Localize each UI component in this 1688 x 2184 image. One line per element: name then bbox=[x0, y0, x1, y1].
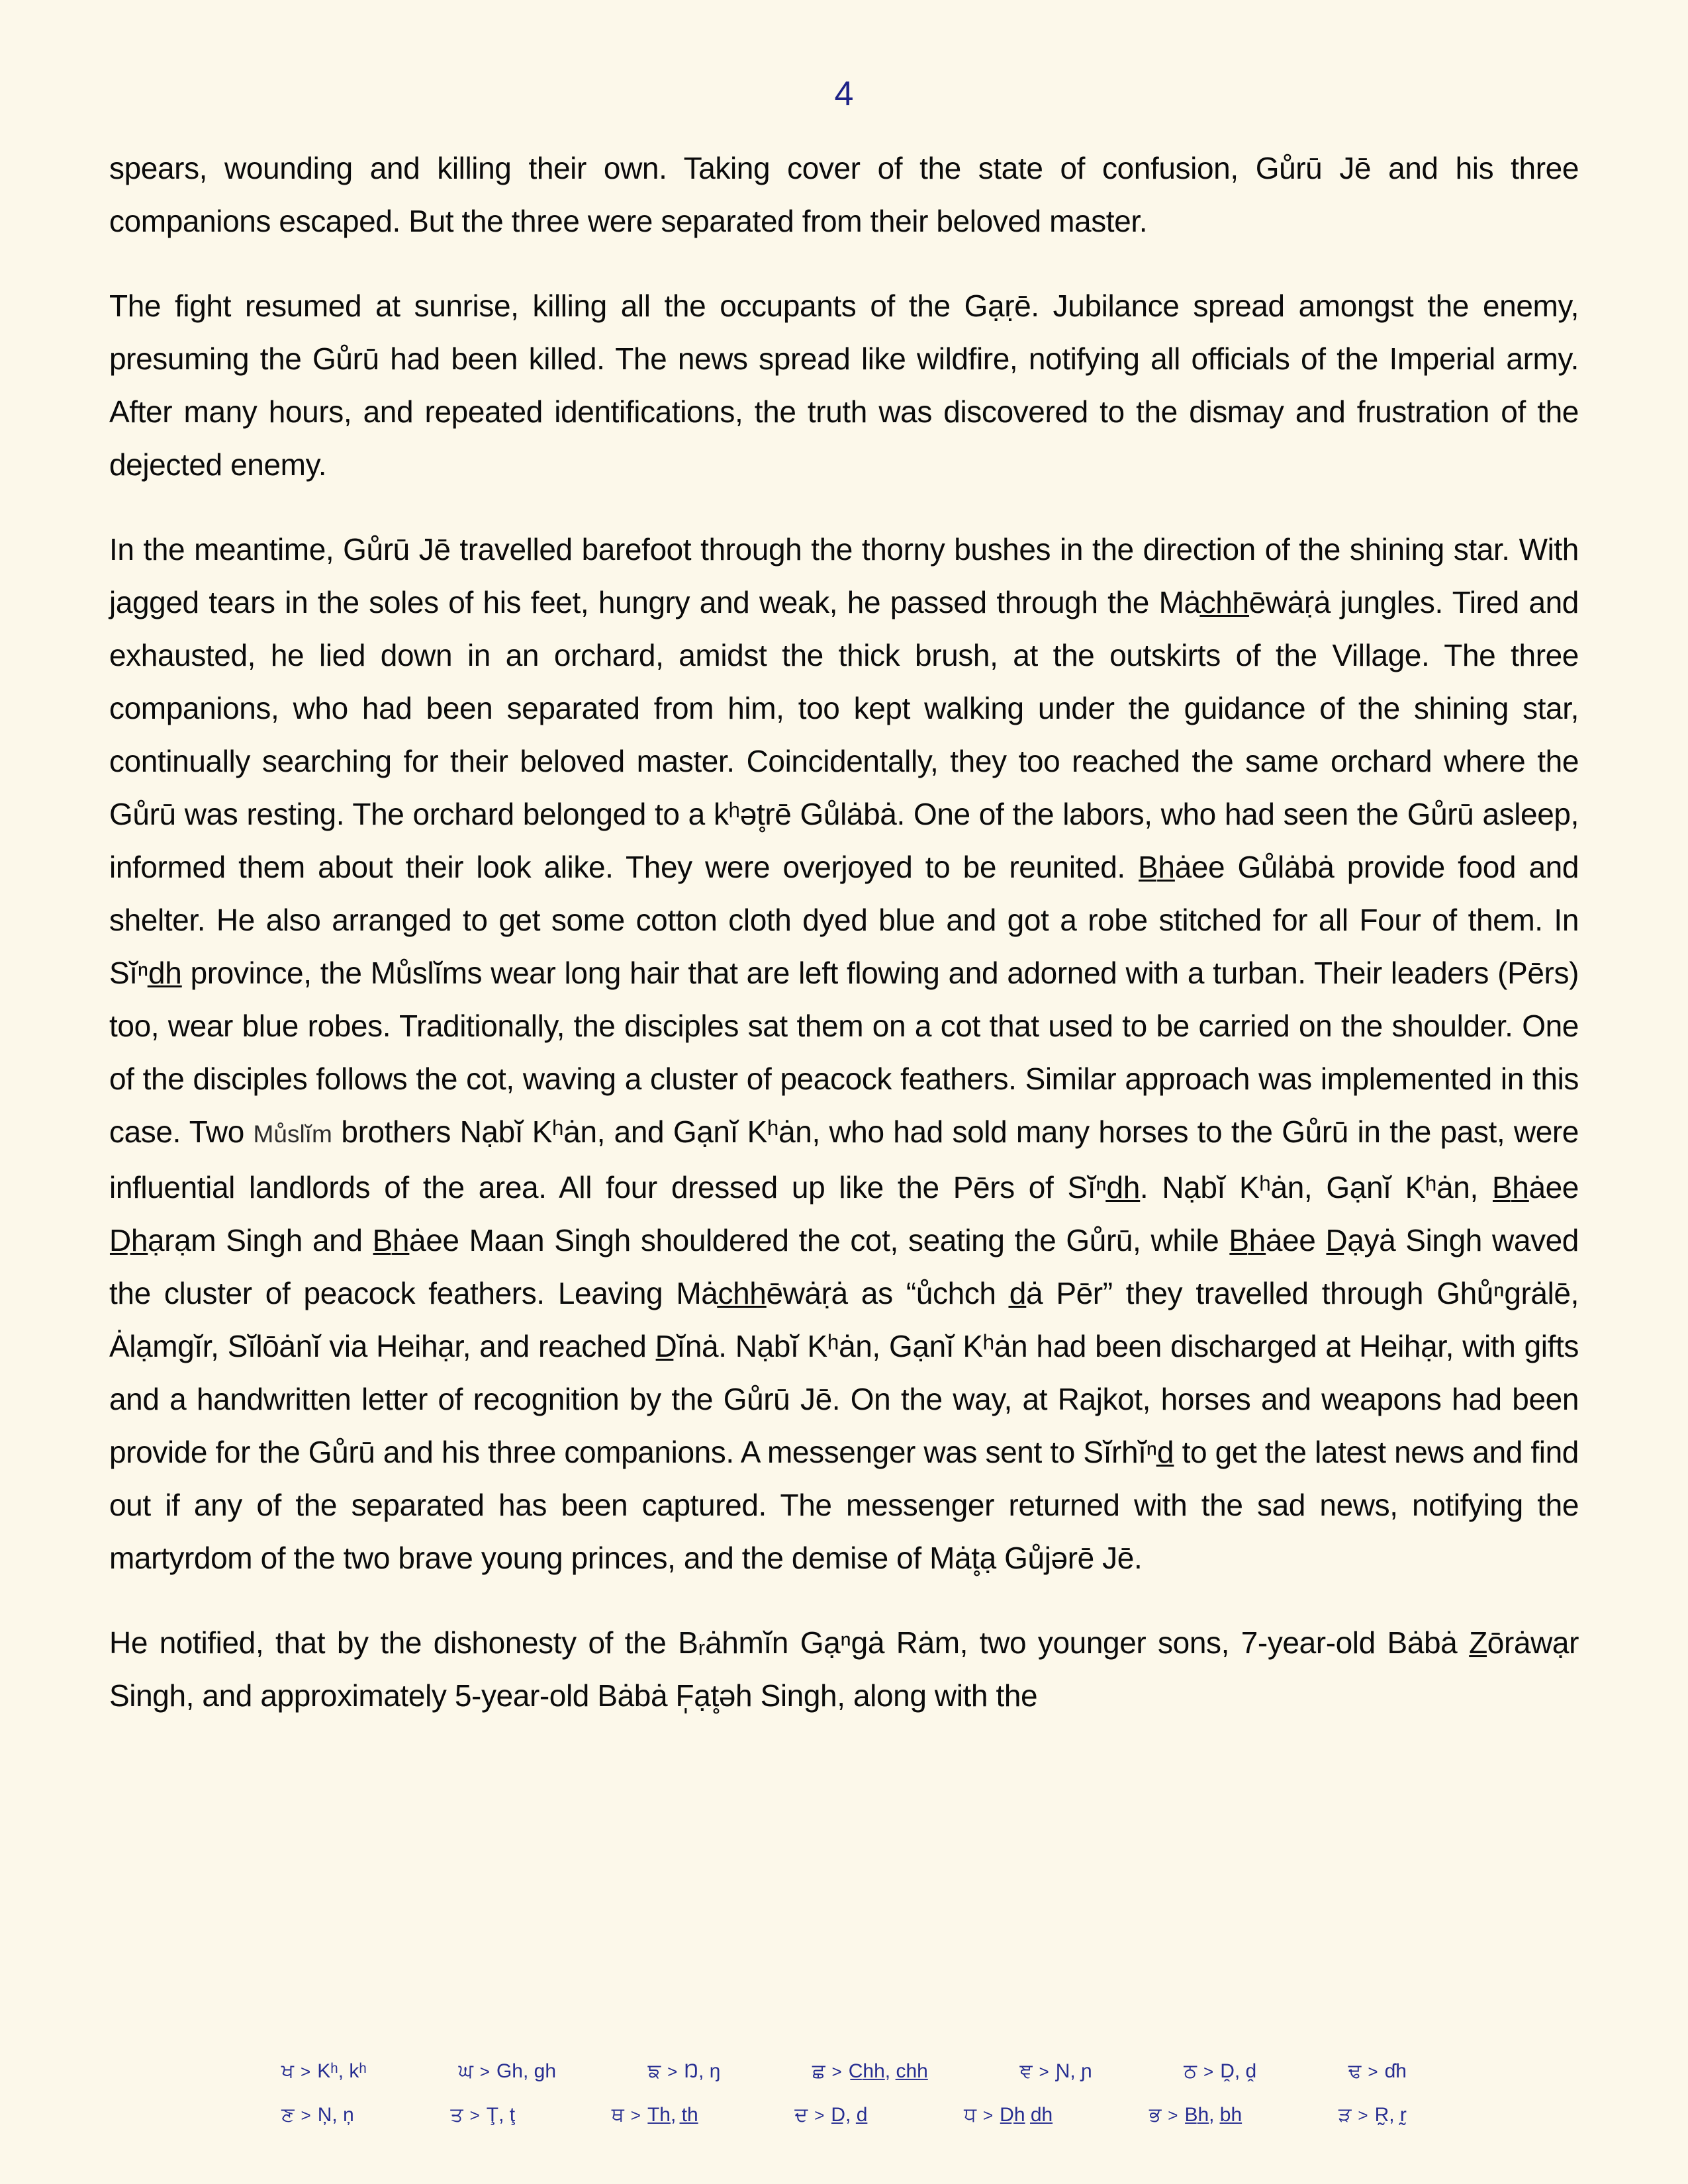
gurmukhi-letter: ਖ bbox=[281, 2060, 295, 2082]
legend-entry bbox=[450, 2102, 515, 2128]
latin-transliteration: D̲, d̲ bbox=[831, 2104, 868, 2126]
paragraph-3-part-a: In the meantime, Gůrū Jē travelled barefoot through the thorny bushes in the direction of the shining star. With jagged tears in the soles of his feet, hungry and weak, he passed through the Mȧc̲h̲h̲ēwȧṛȧ jungles. Tired and exhausted, he lied down in an orchard, amidst the thick brush, at the outskirts of the Village. The three companions, who had been separated from him, too kept walking under the guidance of the shining star, continually searching for their beloved master. Coincidentally, they too reached the same orchard where the Gůrū was resting. The orchard belonged to a kʰət̥rē Gůlȧbȧ. One of the labors, who had seen the Gůrū asleep, informed them about their look alike. They were overjoyed to be reunited. B̲h̲ȧee Gůlȧbȧ provide food and shelter. He also arranged to get some cotton cloth dyed blue and got a robe stitched for all Four of them. In Sĭⁿd̲h̲ province, the Můslĭms wear long hair that are left flowing and adorned with a turban. Their leaders (Pērs) too, wear blue robes. Traditionally, the disciples sat them on a cot that used to be carried on the shoulder. One of the disciples follows the cot, waving a cluster of peacock feathers. Similar approach was implemented in this case. Two bbox=[109, 532, 1579, 1149]
maps-to-symbol: > bbox=[301, 2105, 311, 2125]
transliteration-key bbox=[281, 2058, 1407, 2146]
legend-entry bbox=[458, 2058, 556, 2085]
gurmukhi-letter: ਧ bbox=[964, 2104, 976, 2126]
legend-entry bbox=[1348, 2058, 1407, 2085]
gurmukhi-letter: ਤ bbox=[450, 2104, 463, 2126]
page-content bbox=[109, 142, 1579, 1722]
maps-to-symbol: > bbox=[1203, 2062, 1214, 2081]
transliteration-key-row-1 bbox=[281, 2058, 1407, 2085]
latin-transliteration: B̲h̲, b̲h̲ bbox=[1184, 2104, 1243, 2126]
legend-entry bbox=[281, 2058, 367, 2085]
paragraph-3 bbox=[109, 523, 1579, 1584]
legend-entry bbox=[612, 2102, 698, 2128]
maps-to-symbol: > bbox=[630, 2105, 641, 2125]
legend-entry bbox=[1338, 2102, 1407, 2128]
gurmukhi-letter: ਙ bbox=[647, 2060, 661, 2082]
gurmukhi-letter: ਠ bbox=[1184, 2060, 1197, 2082]
gurmukhi-letter: ਢ bbox=[1348, 2060, 1362, 2082]
page-number: 4 bbox=[834, 75, 854, 113]
legend-entry bbox=[1019, 2058, 1092, 2085]
maps-to-symbol: > bbox=[479, 2062, 490, 2081]
gurmukhi-letter: ਘ bbox=[458, 2060, 473, 2082]
gurmukhi-letter: ਞ bbox=[1019, 2060, 1033, 2082]
legend-entry bbox=[648, 2058, 721, 2085]
paragraph-2: The fight resumed at sunrise, killing all the occupants of the Gạṛē. Jubilance spread amongst the enemy, presuming the Gůrū had been killed. The news spread like wildfire, notifying all officials of the Imperial army. After many hours, and repeated identifications, the truth was discovered to the dismay and frustration of the dejected enemy. bbox=[109, 289, 1579, 482]
maps-to-symbol: > bbox=[1358, 2105, 1368, 2125]
latin-transliteration: C̲h̲h̲, c̲h̲h̲ bbox=[848, 2060, 928, 2082]
latin-transliteration: Kʰ, kʰ bbox=[317, 2060, 367, 2082]
legend-entry bbox=[281, 2102, 354, 2128]
maps-to-symbol: > bbox=[667, 2062, 678, 2081]
gurmukhi-letter: ਣ bbox=[281, 2104, 295, 2126]
maps-to-symbol: > bbox=[1039, 2062, 1049, 2081]
latin-transliteration: Ɲ, ɲ bbox=[1055, 2060, 1092, 2082]
latin-transliteration: Ŋ, ŋ bbox=[684, 2060, 721, 2082]
latin-transliteration: ɗh bbox=[1384, 2060, 1407, 2082]
latin-transliteration: Gh, gh bbox=[496, 2060, 557, 2082]
gurmukhi-letter: ਥ bbox=[611, 2104, 624, 2126]
paragraph-3-muslim-word: Můslĭm bbox=[253, 1120, 332, 1148]
maps-to-symbol: > bbox=[469, 2105, 480, 2125]
latin-transliteration: Ḓ, ḓ bbox=[1220, 2060, 1257, 2082]
gurmukhi-letter: ਦ bbox=[794, 2104, 808, 2126]
transliteration-key-row-2 bbox=[281, 2102, 1407, 2128]
maps-to-symbol: > bbox=[301, 2062, 311, 2081]
legend-entry bbox=[812, 2058, 928, 2085]
paragraph-1: spears, wounding and killing their own. Taking cover of the state of confusion, Gůrū Jē and his three companions escaped. But the three were separated from their beloved master. bbox=[109, 151, 1579, 238]
latin-transliteration: Ņ, ņ bbox=[317, 2104, 354, 2126]
legend-entry bbox=[964, 2102, 1053, 2128]
legend-entry bbox=[1149, 2102, 1242, 2128]
legend-entry bbox=[794, 2102, 867, 2128]
paragraph-3-part-b: brothers Nạbĭ Kʰȧn, and Gạnĭ Kʰȧn, who had sold many horses to the Gůrū in the past, were influential landlords of the area. All four dressed up like the Pērs of Sĭⁿd̲h̲. Nạbĭ Kʰȧn, Gạnĭ Kʰȧn, B̲h̲ȧee D̲h̲ạrạm Singh and B̲h̲ȧee Maan Singh shouldered the cot, seating the Gůrū, while B̲h̲ȧee D̲ạyȧ Singh waved the cluster of peacock feathers. Leaving Mȧc̲h̲h̲ēwȧṛȧ as “ůchch d̲ȧ Pēr” they travelled through Ghůⁿgrȧlē, Ȧlạmgĭr, Sĭlōȧnĭ via Heihạr, and reached D̲ĭnȧ. Nạbĭ Kʰȧn, Gạnĭ Kʰȧn had been discharged at Heihạr, with gifts and a handwritten letter of recognition by the Gůrū Jē. On the way, at Rajkot, horses and weapons had been provide for the Gůrū and his three companions. A messenger was sent to Sĭrhĭⁿd̲ to get the latest news and find out if any of the separated has been captured. The messenger returned with the sad news, notifying the martyrdom of the two brave young princes, and the demise of Mȧt̥ạ Gůjərē Jē. bbox=[109, 1115, 1579, 1575]
maps-to-symbol: > bbox=[831, 2062, 842, 2081]
maps-to-symbol: > bbox=[1168, 2105, 1178, 2125]
paragraph-4: He notified, that by the dishonesty of the Bᵣȧhmĭn Gạⁿgȧ Rȧm, two younger sons, 7-year-old Bȧbȧ Z̲ōrȧwạr Singh, and approximately 5-year-old Bȧbȧ F̩ạt̥əh Singh, along with the bbox=[109, 1625, 1579, 1713]
maps-to-symbol: > bbox=[814, 2105, 825, 2125]
gurmukhi-letter: ਛ bbox=[812, 2060, 825, 2082]
legend-entry bbox=[1184, 2058, 1256, 2085]
latin-transliteration: Ţ, ţ bbox=[486, 2104, 516, 2126]
maps-to-symbol: > bbox=[982, 2105, 994, 2125]
gurmukhi-letter: ੜ bbox=[1338, 2104, 1352, 2126]
latin-transliteration: D̲h̲ d̲h̲ bbox=[1000, 2104, 1053, 2126]
latin-transliteration: T̲h̲, t̲h̲ bbox=[647, 2104, 698, 2126]
latin-transliteration: R̰, r̰ bbox=[1374, 2104, 1407, 2126]
gurmukhi-letter: ਭ bbox=[1149, 2104, 1162, 2126]
maps-to-symbol: > bbox=[1368, 2062, 1378, 2081]
